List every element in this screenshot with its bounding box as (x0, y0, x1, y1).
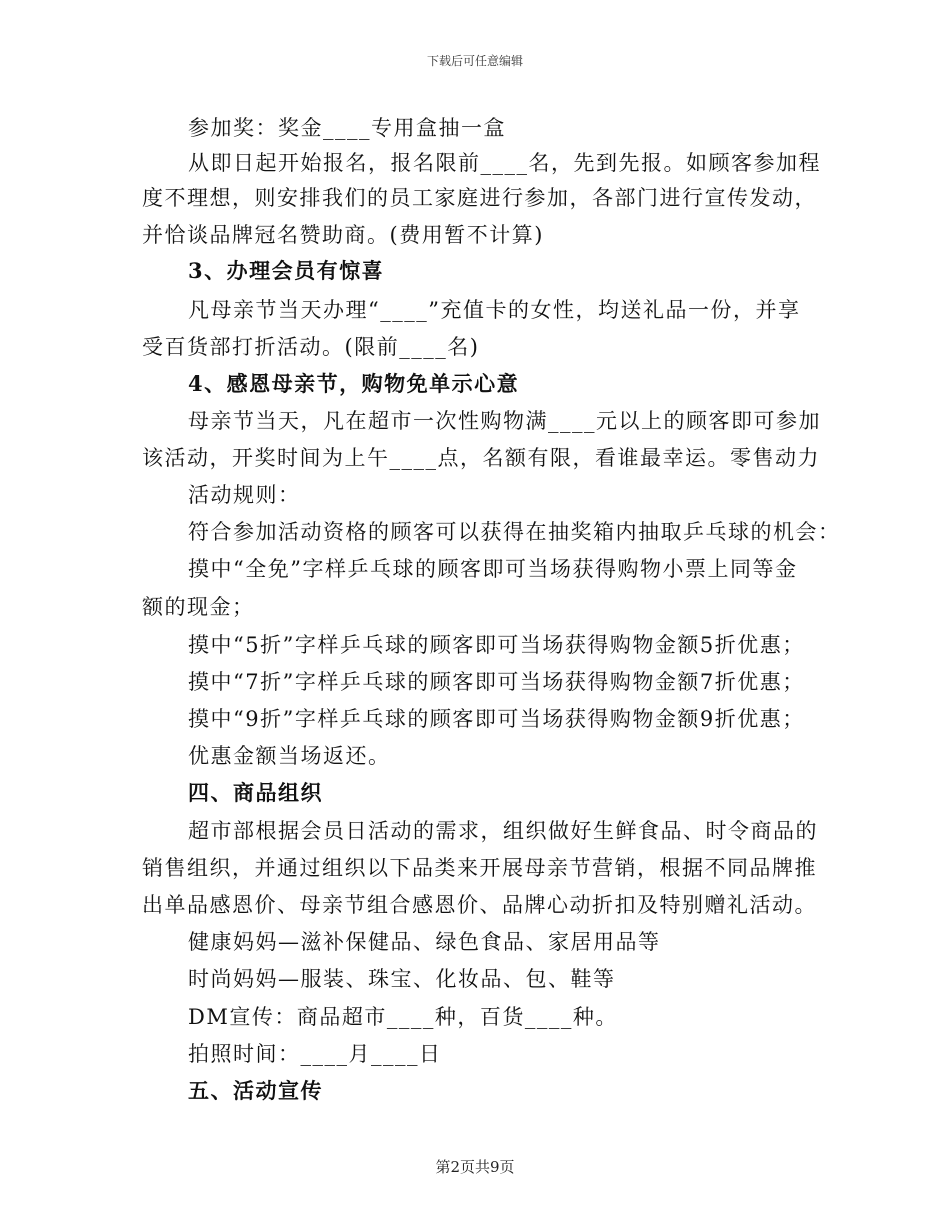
text-line-products: 超市部根据会员日活动的需求，组织做好生鲜食品、时令商品的 (188, 819, 818, 843)
text-line-member-cont: 受百货部打折活动。(限前____名) (142, 335, 480, 359)
text-line-award: 参加奖：奖金____专用盒抽一盒 (188, 116, 506, 140)
text-line-products-cont: 销售组织，并通过组织以下品类来开展母亲节营销，根据不同品牌推 (142, 856, 817, 880)
section-heading-products: 四、商品组织 (188, 780, 323, 805)
text-line-free-order: 母亲节当天，凡在超市一次性购物满____元以上的顾客即可参加 (188, 409, 821, 433)
text-line-rule-90: 摸中“9折”字样乒乓球的顾客即可当场获得购物金额9折优惠； (188, 707, 805, 731)
text-line-member: 凡母亲节当天办理“____”充值卡的女性，均送礼品一份，并享 (188, 298, 801, 322)
text-line-refund: 优惠金额当场返还。 (188, 744, 391, 768)
text-line-signup: 从即日起开始报名，报名限前____名，先到先报。如顾客参加程 (188, 151, 821, 175)
text-line-fashion-mom: 时尚妈妈—服装、珠宝、化妆品、包、鞋等 (188, 967, 616, 991)
section-heading-promotion: 五、活动宣传 (188, 1078, 323, 1103)
subheading-member: 3、办理会员有惊喜 (188, 258, 385, 283)
text-line-photo-time: 拍照时间：____月____日 (188, 1042, 442, 1066)
subheading-free-order: 4、感恩母亲节，购物免单示心意 (188, 371, 520, 396)
text-line-rules: 符合参加活动资格的顾客可以获得在抽奖箱内抽取乒乓球的机会： (188, 520, 841, 544)
text-line-rule-50: 摸中“5折”字样乒乓球的顾客即可当场获得购物金额5折优惠； (188, 633, 805, 657)
text-line-free-order-cont: 该活动，开奖时间为上午____点，名额有限，看谁最幸运。零售动力 (142, 446, 820, 470)
text-line-healthy-mom: 健康妈妈—滋补保健品、绿色食品、家居用品等 (188, 930, 661, 954)
text-line-products-cont-2: 出单品感恩价、母亲节组合感恩价、品牌心动折扣及特别赠礼活动。 (142, 893, 817, 917)
text-line-rules-title: 活动规则： (188, 483, 301, 507)
text-line-dm: DM宣传：商品超市____种，百货____种。 (188, 1005, 618, 1029)
text-line-rule-70: 摸中“7折”字样乒乓球的顾客即可当场获得购物金额7折优惠； (188, 670, 805, 694)
page-footer: 第2页共9页 (435, 1158, 515, 1176)
text-line-rule-full: 摸中“全免”字样乒乓球的顾客即可当场获得购物小票上同等金 (188, 557, 798, 581)
text-line-rule-full-cont: 额的现金； (142, 595, 255, 619)
text-line-signup-cont: 度不理想，则安排我们的员工家庭进行参加，各部门进行宣传发动， (142, 186, 817, 210)
page-header: 下载后可任意编辑 (426, 54, 523, 68)
text-line-sponsor: 并恰谈品牌冠名赞助商。(费用暂不计算) (142, 223, 544, 247)
